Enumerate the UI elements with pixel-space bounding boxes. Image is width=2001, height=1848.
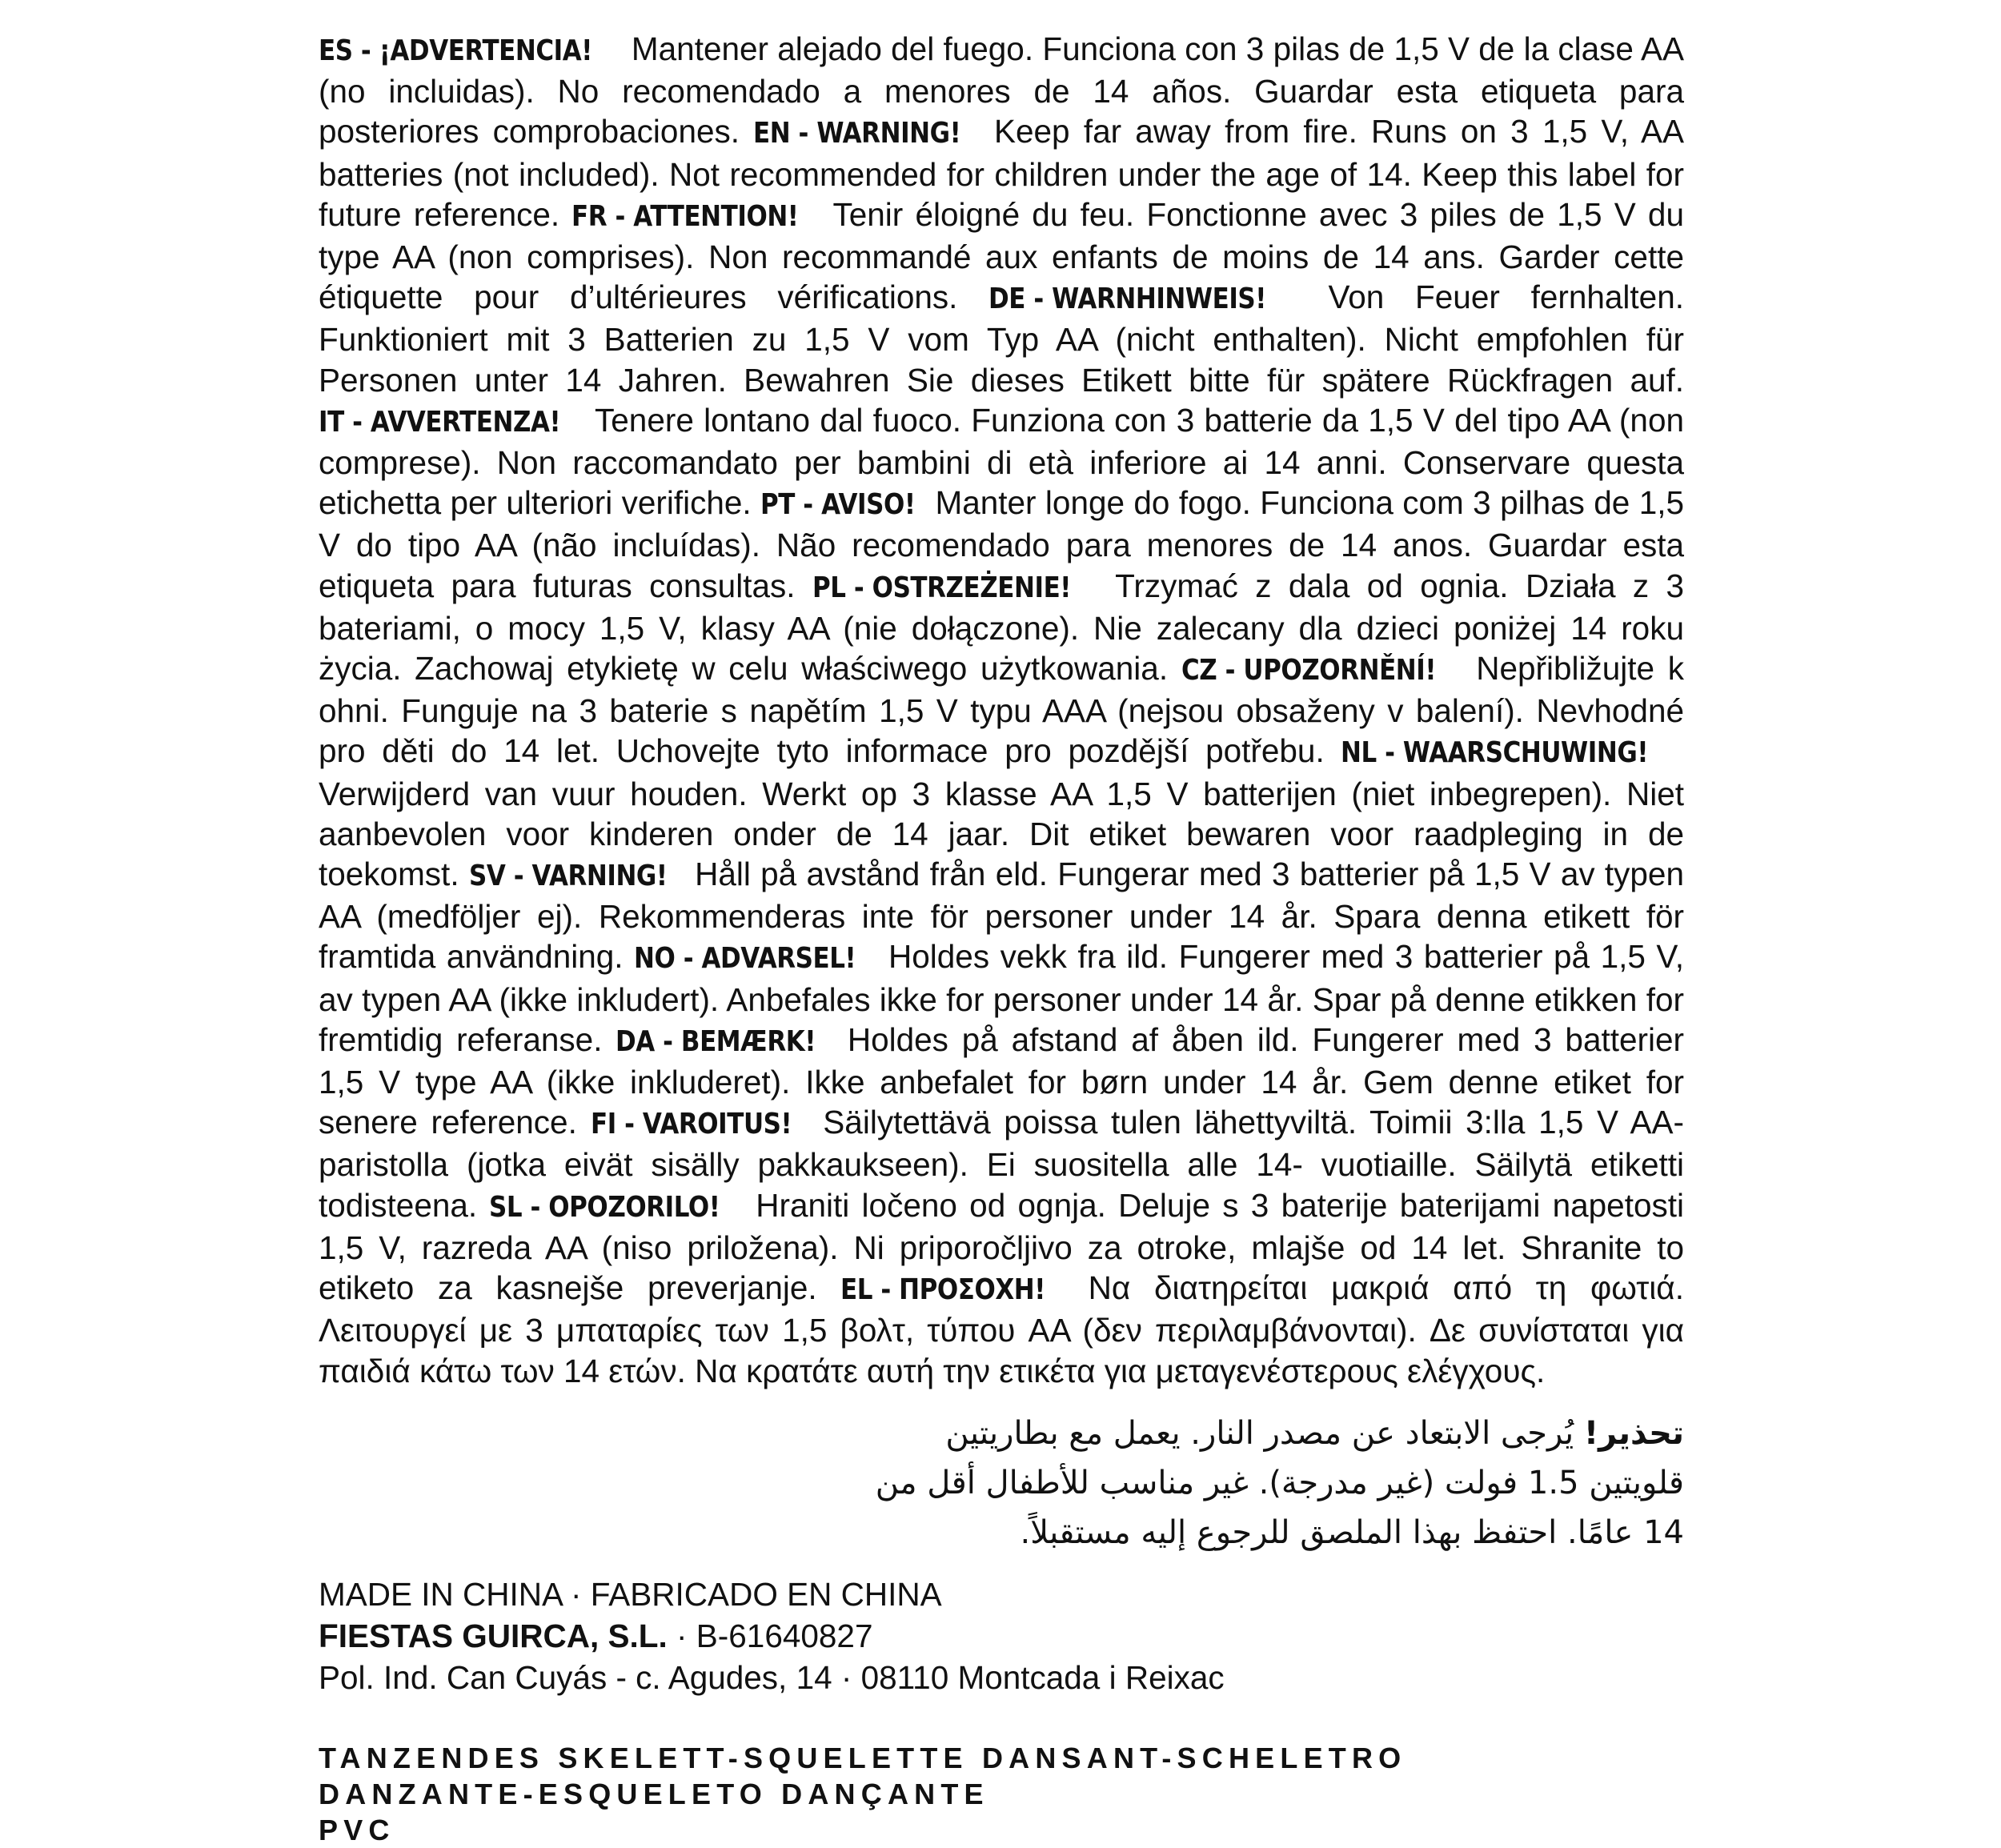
warning-heading-pt: PT - AVISO! [760, 488, 916, 522]
product-material: PVC [319, 1813, 395, 1846]
warning-heading-pl: PL - OSTRZEŻENIE! [812, 571, 1071, 604]
made-in-line: MADE IN CHINA · FABRICADO EN CHINA [319, 1575, 942, 1613]
warning-heading-nl: NL - WAARSCHUWING! [1341, 736, 1649, 770]
warning-text-sv: Håll på avstånd från eld. Fungerar med 3 batterier på 1,5 V av typen AA (medföljer ej). Rekommenderas inte för personer under 14 år. Spara denna etikett för framtida användning. [319, 856, 1684, 976]
warning-text-cz: Nepřibližujte k ohni. Funguje na 3 baterie s napětím 1,5 V typu AAA (nejsou obsaženy v balení). Nevhodné pro děti do 14 let. Uchovejte tyto informace pro pozdější potřebu. [319, 650, 1684, 770]
warning-text-pt: Manter longe do fogo. Funciona com 3 pilhas de 1,5 V do tipo AA (não incluídas). Não recomendado para menores de 14 anos. Guardar esta etiqueta para futuras consultas. [319, 484, 1684, 604]
arabic-warning [319, 1409, 1684, 1557]
warning-text-de: Von Feuer fernhalten. Funktioniert mit 3 Batterien zu 1,5 V vom Typ AA (nicht enthalten). Nicht empfohlen für Personen unter 14 Jahren. Bewahren Sie dieses Etikett bitte für spätere Rückfragen auf. [319, 279, 1684, 399]
warning-heading-de: DE - WARNHINWEIS! [988, 283, 1267, 316]
warning-heading-no: NO - ADVARSEL! [634, 942, 856, 976]
warning-heading-el: EL - ΠΡΟΣΟΧΗ! [840, 1273, 1046, 1307]
warning-heading-cz: CZ - UPOZORNĚNÍ! [1181, 654, 1436, 687]
arabic-line-3: 14 عامًا. احتفظ بهذا الملصق للرجوع إليه مستقبلاً. [1020, 1513, 1684, 1551]
warning-text-es: Mantener alejado del fuego. Funciona con 3 pilas de 1,5 V de la clase AA (no incluidas). No recomendado a menores de 14 años. Guardar esta etiqueta para posteriores comprobaciones. [319, 30, 1684, 150]
warning-text-pl: Trzymać z dala od ognia. Działa z 3 bateriami, o mocy 1,5 V, klasy AA (nie dołączone). Nie zalecany dla dzieci poniżej 14 roku życia. Zachowaj etykietę w celu właściwego użytkowania. [319, 567, 1685, 687]
multilingual-warnings [319, 29, 1684, 1391]
warning-text-sl: Hraniti ločeno od ognja. Deluje s 3 baterije baterijami napetosti 1,5 V, razreda AA (niso priložena). Ni priporočljivo za otroke, mlajše od 14 let. Shranite to etiketo za kasnejše preverjanje. [319, 1186, 1684, 1307]
warning-text-no: Holdes vekk fra ild. Fungerer med 3 batterier på 1,5 V, av typen AA (ikke inkludert). Anbefales ikke for personer under 14 år. Spar på denne etikken for fremtidig referanse. [319, 938, 1684, 1058]
warning-text-da: Holdes på afstand af åben ild. Fungerer med 3 batterier 1,5 V type AA (ikke inkluderet). Ikke anbefalet for børn under 14 år. Gem denne etiket for senere reference. [319, 1020, 1684, 1141]
warning-text-en: Keep far away from fire. Runs on 3 1,5 V, AA batteries (not included). Not recommended for children under the age of 14. Keep this label for future reference. [319, 113, 1684, 233]
warning-text-nl: Verwijderd van vuur houden. Werkt op 3 klasse AA 1,5 V batterijen (niet inbegrepen). Niet aanbevolen voor kinderen onder de 14 jaar. Dit etiket bewaren voor raadpleging in de toekomst. [319, 775, 1684, 893]
warning-heading-sl: SL - OPOZORILO! [489, 1190, 720, 1224]
company-name: FIESTAS GUIRCA, S.L. [319, 1617, 668, 1654]
company-line [319, 1615, 1684, 1657]
product-name [319, 1740, 1684, 1848]
warning-text-it: Tenere lontano dal fuoco. Funziona con 3 batterie da 1,5 V del tipo AA (non comprese). Non raccomandato per bambini di età inferiore ai 14 anni. Conservare questa etichetta per ulteriori verifiche. [319, 401, 1684, 522]
warning-heading-fi: FI - VAROITUS! [590, 1108, 792, 1141]
product-name-line-1: TANZENDES SKELETT-SQUELETTE DANSANT-SCHELETRO [319, 1741, 1407, 1774]
warning-heading-da: DA - BEMÆRK! [616, 1024, 816, 1058]
warning-heading-sv: SV - VARNING! [468, 860, 668, 893]
warning-text-fr: Tenir éloigné du feu. Fonctionne avec 3 piles de 1,5 V du type AA (non comprises). Non recommandé aux enfants de moins de 14 ans. Garder cette étiquette pour d’ultérieures vérifications. [319, 195, 1684, 316]
product-name-line-2: DANZANTE-ESQUELETO DANÇANTE [319, 1777, 989, 1810]
warning-text-el: Να διατηρείται μακριά από τη φωτιά. Λειτουργεί με 3 μπαταρίες των 1,5 βολτ, τύπου AA (δεν περιλαμβάνονται). Δε συνίσταται για παιδιά κάτω των 14 ετών. Να κρατάτε αυτή την ετικέτα για μεταγενέστερους ελέγχους. [319, 1269, 1684, 1389]
arabic-text-1: يُرجى الابتعاد عن مصدر النار. يعمل مع بطاريتين [945, 1414, 1574, 1452]
warning-heading-it: IT - AVVERTENZA! [319, 405, 561, 439]
warning-heading-es: ES - ¡ADVERTENCIA! [319, 34, 592, 67]
arabic-warning-heading: تحذير! [1583, 1414, 1684, 1452]
label-page [319, 29, 1684, 1848]
manufacturer-info [319, 1573, 1684, 1698]
arabic-line-2: قلويتين 1.5 فولت (غير مدرجة). غير مناسب للأطفال أقل من [875, 1464, 1684, 1501]
tax-id: · B-61640827 [667, 1617, 873, 1654]
warning-text-fi: Säilytettävä poissa tulen lähettyviltä. Toimii 3:lla 1,5 V AA-paristolla (jotka eivät sisälly pakkaukseen). Ei suositella alle 14- vuotiaille. Säilytä etiketti todisteena. [319, 1104, 1684, 1224]
warning-heading-fr: FR - ATTENTION! [571, 199, 799, 233]
warning-heading-en: EN - WARNING! [753, 117, 961, 150]
address-line: Pol. Ind. Can Cuyás - c. Agudes, 14 · 08110 Montcada i Reixac [319, 1658, 1225, 1696]
arabic-line-1 [319, 1409, 1684, 1458]
